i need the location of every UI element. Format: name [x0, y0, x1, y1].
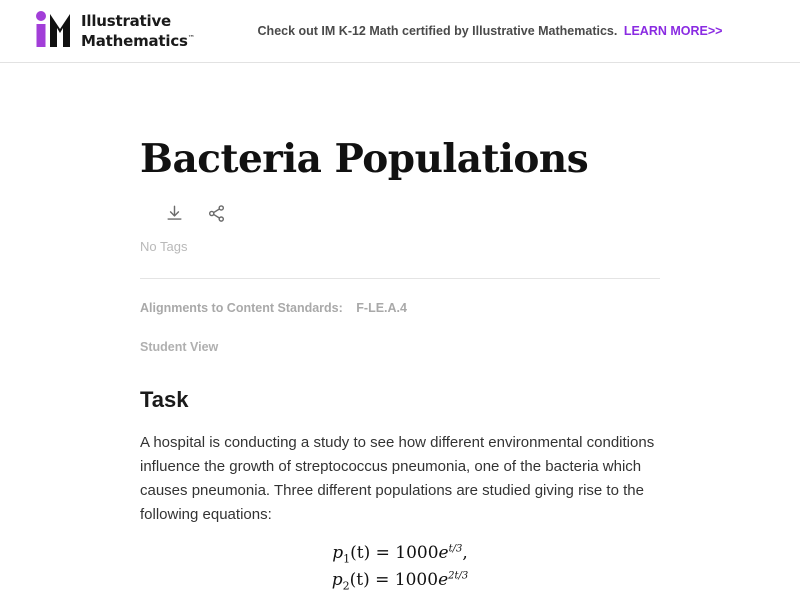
eq2-exp: 2t/3 [448, 569, 469, 581]
eq2-base: e [438, 569, 449, 590]
download-icon[interactable] [164, 203, 184, 223]
eq1-sub: 1 [343, 552, 351, 566]
learn-more-link[interactable]: LEARN MORE>> [623, 24, 723, 38]
equation-line-2 [140, 570, 660, 592]
eq2-arg: (t) = 1000 [349, 569, 439, 590]
alignments-row [140, 301, 660, 315]
site-logo[interactable] [0, 10, 210, 53]
eq1-suffix: , [462, 543, 468, 564]
site-header [0, 0, 800, 63]
im-logo-icon [34, 10, 74, 53]
task-heading: Task [140, 387, 189, 412]
page-title: Bacteria Populations [140, 136, 589, 182]
eq1-base: e [438, 543, 449, 564]
alignments-label: Alignments to Content Standards: [140, 301, 343, 315]
logo-wordmark [81, 13, 195, 50]
equation-line-1 [140, 543, 660, 565]
share-icon[interactable] [206, 203, 226, 223]
promo-text: Check out IM K-12 Math certified by Illustrative Mathematics. [257, 24, 618, 38]
action-toolbar [140, 203, 660, 223]
eq2-p: p [331, 569, 343, 590]
task-paragraph: A hospital is conducting a study to see how different environmental conditions influence the growth of streptococcus pneumonia, one of the bacteria which causes pneumonia. Three different populations are studied giving rise to the following equations: [140, 434, 655, 524]
eq1-arg: (t) = 1000 [350, 543, 439, 564]
logo-line-2: Mathematics [81, 31, 188, 50]
eq2-sub: 2 [342, 579, 350, 592]
page-content [0, 137, 800, 592]
tags-label: No Tags [140, 239, 188, 254]
student-view-toggle[interactable]: Student View [140, 340, 219, 354]
alignments-value[interactable]: F-LE.A.4 [356, 301, 407, 315]
logo-tm: ™ [187, 33, 195, 42]
eq1-p: p [332, 543, 344, 564]
section-divider [140, 278, 660, 279]
logo-line-1: Illustrative [81, 11, 172, 30]
eq1-exp: t/3 [448, 543, 463, 555]
promo-banner [210, 24, 800, 38]
